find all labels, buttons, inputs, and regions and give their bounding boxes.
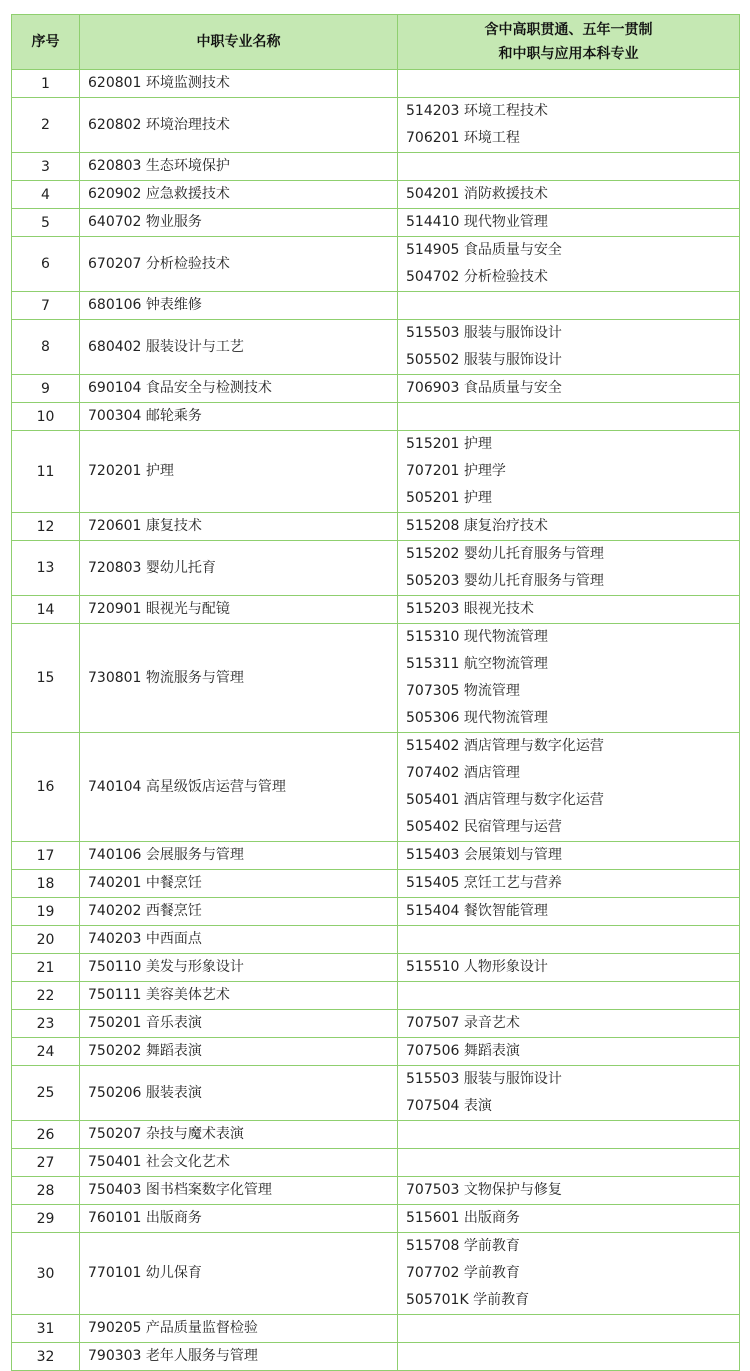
table-row — [12, 209, 740, 237]
target-major-item: 707506 舞蹈表演 — [406, 1043, 520, 1059]
target-major-item: 706201 环境工程 — [406, 130, 520, 146]
secondary-major: 730801 物流服务与管理 — [80, 624, 398, 733]
target-major-item: 515708 学前教育 — [406, 1238, 520, 1254]
row-number: 23 — [12, 1010, 80, 1038]
secondary-major: 670207 分析检验技术 — [80, 237, 398, 292]
row-number: 25 — [12, 1066, 80, 1121]
secondary-major: 700304 邮轮乘务 — [80, 403, 398, 431]
target-major-item: 514905 食品质量与安全 — [406, 242, 562, 258]
target-major-item: 505701K 学前教育 — [406, 1292, 530, 1308]
target-majors — [398, 1121, 740, 1149]
row-number: 32 — [12, 1343, 80, 1371]
table-row — [12, 1010, 740, 1038]
row-number: 5 — [12, 209, 80, 237]
table-row — [12, 733, 740, 842]
row-number: 13 — [12, 541, 80, 596]
table-row — [12, 1121, 740, 1149]
row-number: 11 — [12, 431, 80, 513]
secondary-major: 750206 服装表演 — [80, 1066, 398, 1121]
target-majors — [398, 431, 740, 513]
secondary-major: 680106 钟表维修 — [80, 292, 398, 320]
target-major-item: 707402 酒店管理 — [406, 765, 520, 781]
target-major-item: 707702 学前教育 — [406, 1265, 520, 1281]
secondary-major: 690104 食品安全与检测技术 — [80, 375, 398, 403]
secondary-major: 790303 老年人服务与管理 — [80, 1343, 398, 1371]
secondary-major: 740201 中餐烹饪 — [80, 870, 398, 898]
header-target-line1: 含中高职贯通、五年一贯制 — [484, 22, 653, 38]
target-major-item: 707305 物流管理 — [406, 683, 520, 699]
target-majors — [398, 237, 740, 292]
secondary-major: 770101 幼儿保育 — [80, 1233, 398, 1315]
table-row — [12, 1315, 740, 1343]
target-majors — [398, 1066, 740, 1121]
target-majors — [398, 513, 740, 541]
target-major-item: 707507 录音艺术 — [406, 1015, 520, 1031]
row-number: 4 — [12, 181, 80, 209]
table-row — [12, 624, 740, 733]
target-major-item: 515203 眼视光技术 — [406, 601, 534, 617]
table-row — [12, 375, 740, 403]
target-major-item: 707504 表演 — [406, 1098, 492, 1114]
row-number: 10 — [12, 403, 80, 431]
target-majors — [398, 596, 740, 624]
target-major-item: 515601 出版商务 — [406, 1210, 520, 1226]
target-majors — [398, 1233, 740, 1315]
target-majors — [398, 209, 740, 237]
secondary-major: 620902 应急救援技术 — [80, 181, 398, 209]
target-major-item: 515503 服装与服饰设计 — [406, 325, 562, 341]
table-header-row — [12, 15, 740, 70]
row-number: 30 — [12, 1233, 80, 1315]
secondary-major: 750201 音乐表演 — [80, 1010, 398, 1038]
target-major-item: 505203 婴幼儿托育服务与管理 — [406, 573, 604, 589]
target-major-item: 515510 人物形象设计 — [406, 959, 548, 975]
row-number: 16 — [12, 733, 80, 842]
table-row — [12, 982, 740, 1010]
target-major-item: 515310 现代物流管理 — [406, 629, 548, 645]
table-row — [12, 320, 740, 375]
target-majors — [398, 181, 740, 209]
row-number: 6 — [12, 237, 80, 292]
secondary-major: 790205 产品质量监督检验 — [80, 1315, 398, 1343]
secondary-major: 740104 高星级饭店运营与管理 — [80, 733, 398, 842]
table-row — [12, 181, 740, 209]
secondary-major: 750111 美容美体艺术 — [80, 982, 398, 1010]
secondary-major: 620801 环境监测技术 — [80, 70, 398, 98]
secondary-major: 750403 图书档案数字化管理 — [80, 1177, 398, 1205]
secondary-major: 640702 物业服务 — [80, 209, 398, 237]
table-row — [12, 237, 740, 292]
table-row — [12, 98, 740, 153]
row-number: 18 — [12, 870, 80, 898]
secondary-major: 720601 康复技术 — [80, 513, 398, 541]
row-number: 3 — [12, 153, 80, 181]
table-row — [12, 954, 740, 982]
target-majors — [398, 982, 740, 1010]
row-number: 19 — [12, 898, 80, 926]
table-row — [12, 1149, 740, 1177]
target-majors — [398, 375, 740, 403]
table-row — [12, 431, 740, 513]
target-major-item: 706903 食品质量与安全 — [406, 380, 562, 396]
secondary-major: 740202 西餐烹饪 — [80, 898, 398, 926]
target-major-item: 515403 会展策划与管理 — [406, 847, 562, 863]
secondary-major: 750110 美发与形象设计 — [80, 954, 398, 982]
target-major-item: 515202 婴幼儿托育服务与管理 — [406, 546, 604, 562]
target-major-item: 515402 酒店管理与数字化运营 — [406, 738, 604, 754]
table-row — [12, 1205, 740, 1233]
target-majors — [398, 153, 740, 181]
row-number: 28 — [12, 1177, 80, 1205]
target-majors — [398, 1205, 740, 1233]
table-row — [12, 1066, 740, 1121]
target-major-item: 515311 航空物流管理 — [406, 656, 548, 672]
row-number: 9 — [12, 375, 80, 403]
secondary-major: 720803 婴幼儿托育 — [80, 541, 398, 596]
table-row — [12, 870, 740, 898]
target-major-item: 504201 消防救援技术 — [406, 186, 548, 202]
secondary-major: 750207 杂技与魔术表演 — [80, 1121, 398, 1149]
secondary-major: 750401 社会文化艺术 — [80, 1149, 398, 1177]
secondary-major: 760101 出版商务 — [80, 1205, 398, 1233]
table-row — [12, 1177, 740, 1205]
table-row — [12, 1233, 740, 1315]
target-major-item: 515404 餐饮智能管理 — [406, 903, 548, 919]
target-majors — [398, 1038, 740, 1066]
target-major-item: 515208 康复治疗技术 — [406, 518, 548, 534]
row-number: 12 — [12, 513, 80, 541]
target-majors — [398, 320, 740, 375]
row-number: 27 — [12, 1149, 80, 1177]
target-majors — [398, 70, 740, 98]
secondary-major: 620803 生态环境保护 — [80, 153, 398, 181]
target-majors — [398, 403, 740, 431]
target-majors — [398, 541, 740, 596]
table-row — [12, 292, 740, 320]
secondary-major: 740203 中西面点 — [80, 926, 398, 954]
target-major-item: 505401 酒店管理与数字化运营 — [406, 792, 604, 808]
secondary-major: 680402 服装设计与工艺 — [80, 320, 398, 375]
target-major-item: 504702 分析检验技术 — [406, 269, 548, 285]
target-majors — [398, 898, 740, 926]
table-row — [12, 541, 740, 596]
target-major-item: 707503 文物保护与修复 — [406, 1182, 562, 1198]
table-row — [12, 898, 740, 926]
table-row — [12, 1343, 740, 1371]
target-major-item: 514410 现代物业管理 — [406, 214, 548, 230]
table-row — [12, 842, 740, 870]
header-no: 序号 — [12, 15, 80, 70]
row-number: 31 — [12, 1315, 80, 1343]
row-number: 29 — [12, 1205, 80, 1233]
target-major-item: 515405 烹饪工艺与营养 — [406, 875, 562, 891]
secondary-major: 720901 眼视光与配镜 — [80, 596, 398, 624]
target-majors — [398, 926, 740, 954]
table-row — [12, 596, 740, 624]
table-row — [12, 1038, 740, 1066]
secondary-major: 740106 会展服务与管理 — [80, 842, 398, 870]
table-body — [12, 70, 740, 1371]
target-majors — [398, 292, 740, 320]
secondary-major: 620802 环境治理技术 — [80, 98, 398, 153]
target-major-item: 514203 环境工程技术 — [406, 103, 548, 119]
majors-table — [11, 14, 740, 1371]
row-number: 20 — [12, 926, 80, 954]
row-number: 7 — [12, 292, 80, 320]
target-majors — [398, 1177, 740, 1205]
target-majors — [398, 954, 740, 982]
target-majors — [398, 1149, 740, 1177]
header-target — [398, 15, 740, 70]
row-number: 17 — [12, 842, 80, 870]
target-majors — [398, 624, 740, 733]
target-majors — [398, 1315, 740, 1343]
target-major-item: 505402 民宿管理与运营 — [406, 819, 562, 835]
target-majors — [398, 870, 740, 898]
secondary-major: 750202 舞蹈表演 — [80, 1038, 398, 1066]
target-major-item: 707201 护理学 — [406, 463, 506, 479]
row-number: 21 — [12, 954, 80, 982]
target-major-item: 505502 服装与服饰设计 — [406, 352, 562, 368]
header-target-line2: 和中职与应用本科专业 — [498, 46, 639, 62]
row-number: 24 — [12, 1038, 80, 1066]
row-number: 15 — [12, 624, 80, 733]
row-number: 1 — [12, 70, 80, 98]
target-majors — [398, 842, 740, 870]
table-row — [12, 513, 740, 541]
target-majors — [398, 733, 740, 842]
target-majors — [398, 98, 740, 153]
table-row — [12, 403, 740, 431]
secondary-major: 720201 护理 — [80, 431, 398, 513]
row-number: 2 — [12, 98, 80, 153]
header-major: 中职专业名称 — [80, 15, 398, 70]
table-row — [12, 926, 740, 954]
target-major-item: 505306 现代物流管理 — [406, 710, 548, 726]
target-major-item: 515503 服装与服饰设计 — [406, 1071, 562, 1087]
target-majors — [398, 1343, 740, 1371]
target-major-item: 515201 护理 — [406, 436, 492, 452]
table-row — [12, 153, 740, 181]
row-number: 8 — [12, 320, 80, 375]
row-number: 26 — [12, 1121, 80, 1149]
row-number: 22 — [12, 982, 80, 1010]
table-row — [12, 70, 740, 98]
target-major-item: 505201 护理 — [406, 490, 492, 506]
row-number: 14 — [12, 596, 80, 624]
target-majors — [398, 1010, 740, 1038]
